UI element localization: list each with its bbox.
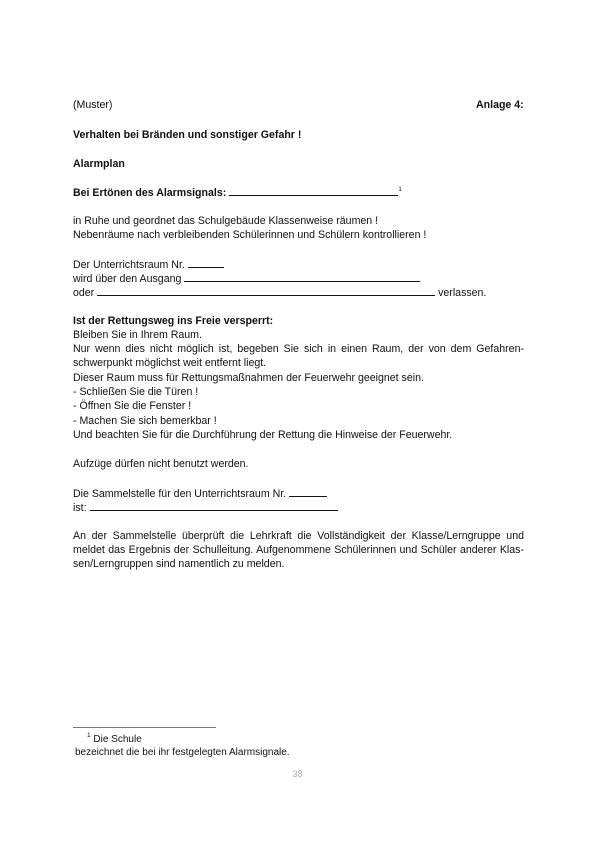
exit-blank[interactable] (184, 271, 420, 282)
instruction-line: in Ruhe und geordnet das Schulgebäude Klassenweise räumen ! (73, 215, 379, 227)
footnote-separator (73, 727, 216, 728)
blocked-route-heading: Ist der Rettungsweg ins Freie versperrt: (73, 315, 274, 327)
blocked-route-line: Nur wenn dies nicht möglich ist, begeben Sie sich in einen Raum, der von dem Gefahren- (73, 343, 524, 355)
assembly-place-blank[interactable] (90, 500, 338, 511)
exit-line (73, 271, 420, 286)
document-title: Verhalten bei Bränden und sonstiger Gefahr ! (73, 129, 302, 141)
assembly-room-blank[interactable] (289, 486, 327, 497)
footnote-line (87, 734, 142, 746)
alternative-exit-blank[interactable] (97, 285, 435, 296)
room-number-label: Der Unterrichtsraum Nr. (73, 259, 185, 271)
room-number-blank[interactable] (188, 257, 224, 268)
assembly-place-line (73, 500, 338, 515)
blocked-route-line: - Schließen Sie die Türen ! (73, 386, 199, 398)
footnote-text: Die Schule (93, 734, 142, 745)
footnote-line: bezeichnet die bei ihr festgelegten Alarmsignale. (75, 747, 290, 758)
blocked-route-line: - Machen Sie sich bemerkbar ! (73, 415, 217, 427)
assembly-room-line (73, 486, 327, 501)
closing-line: An der Sammelstelle überprüft die Lehrkraft die Vollständigkeit der Klasse/Lerngruppe und (73, 530, 524, 542)
blocked-route-line: Bleiben Sie in Ihrem Raum. (73, 329, 202, 341)
elevator-notice: Aufzüge dürfen nicht benutzt werden. (73, 458, 249, 470)
verlassen-text: verlassen. (438, 287, 487, 299)
blocked-route-line: - Öffnen Sie die Fenster ! (73, 400, 192, 412)
footnote-number: 1 (87, 732, 91, 739)
assembly-place-label: ist: (73, 502, 87, 514)
exit-label: wird über den Ausgang (73, 273, 182, 285)
blocked-route-line: Dieser Raum muss für Rettungsmaßnahmen der Feuerwehr geeignet sein. (73, 372, 424, 384)
section-alarmplan: Alarmplan (73, 158, 125, 170)
header-muster: (Muster) (73, 99, 113, 111)
blocked-route-line: schwerpunkt möglichst weit entfernt liegt. (73, 357, 267, 369)
room-number-line (73, 257, 224, 272)
footnote-ref: 1 (398, 186, 402, 193)
closing-line: meldet das Ergebnis der Schulleitung. Aufgenommene Schülerinnen und Schüler anderer Klas- (73, 544, 524, 556)
alarm-signal-blank[interactable] (229, 185, 398, 196)
alarm-signal-label: Bei Ertönen des Alarmsignals: (73, 187, 227, 199)
page-number: 38 (292, 769, 303, 779)
blocked-route-line: Und beachten Sie für die Durchführung der Rettung die Hinweise der Feuerwehr. (73, 429, 453, 441)
alternative-exit-line (73, 285, 486, 300)
header-anlage: Anlage 4: (476, 99, 524, 111)
assembly-room-label: Die Sammelstelle für den Unterrichtsraum Nr. (73, 488, 287, 500)
alternative-exit-label: oder (73, 287, 95, 299)
instruction-line: Nebenräume nach verbleibenden Schülerinnen und Schülern kontrollieren ! (73, 229, 427, 241)
closing-line: sen/Lerngruppen sind namentlich zu melden. (73, 558, 285, 570)
alarm-signal-line (73, 185, 402, 200)
